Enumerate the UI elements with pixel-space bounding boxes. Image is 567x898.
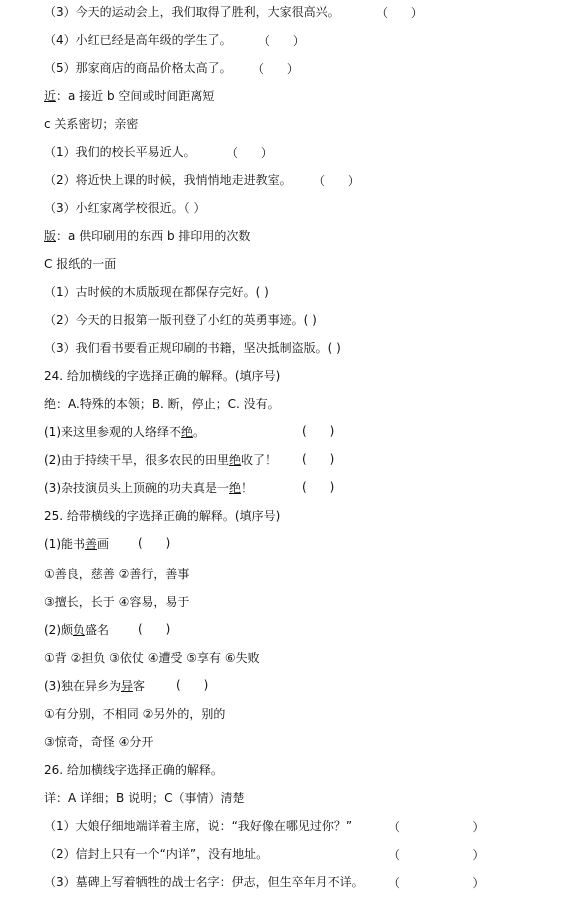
line-text: ①善良，慈善 ②善行，善事	[44, 567, 190, 581]
answer-blank[interactable]: （ ）	[388, 876, 485, 890]
document-line	[44, 116, 138, 132]
line-prefix: (1)来这里参观的人络绎不	[44, 425, 181, 439]
line-text: 收了！	[241, 453, 278, 467]
underlined-character: 负	[73, 623, 86, 637]
answer-blank[interactable]: （ ）	[388, 848, 485, 862]
line-text: 绝：A.特殊的本领；B. 断，停止；C. 没有。	[44, 397, 280, 411]
line-text: C 报纸的一面	[44, 257, 117, 271]
answer-blank[interactable]: ( )	[138, 622, 171, 636]
document-line	[44, 678, 145, 694]
answer-blank[interactable]: （ ）	[252, 62, 299, 76]
answer-blank[interactable]: （ ）	[226, 146, 273, 160]
answer-blank[interactable]: ( )	[176, 678, 209, 692]
line-text: （5）那家商店的商品价格太高了。	[44, 61, 232, 75]
line-text: 画	[97, 537, 110, 551]
document-line	[44, 424, 205, 440]
document-line	[44, 4, 340, 20]
line-text: 25. 给带横线的字选择正确的解释。(填序号)	[44, 509, 281, 523]
line-text: ①背 ②担负 ③依仗 ④遭受 ⑤享有 ⑥失败	[44, 651, 260, 665]
line-text: 客	[133, 679, 146, 693]
line-prefix: (2)颇	[44, 623, 73, 637]
line-prefix: (1)能书	[44, 537, 85, 551]
underlined-character: 绝	[229, 453, 242, 467]
document-line	[44, 706, 225, 722]
line-text: ：a 接近 b 空间或时间距离短	[56, 89, 215, 103]
document-line	[44, 284, 269, 300]
document-line	[44, 874, 364, 890]
document-line	[44, 60, 232, 76]
line-text: c 关系密切；亲密	[44, 117, 139, 131]
answer-blank[interactable]: ( )	[138, 536, 171, 550]
document-line	[44, 172, 292, 188]
underlined-character: 绝	[181, 425, 194, 439]
line-prefix: (3)独在异乡为	[44, 679, 121, 693]
document-line	[44, 762, 223, 778]
answer-blank[interactable]: （ ）	[388, 820, 485, 834]
line-text: ③惊奇，奇怪 ④分开	[44, 735, 154, 749]
document-line	[44, 566, 189, 582]
answer-blank[interactable]: ( )	[302, 480, 335, 494]
underlined-character: 近	[44, 89, 57, 103]
answer-blank[interactable]: ( )	[302, 424, 335, 438]
document-line	[44, 32, 232, 48]
document-line	[44, 340, 341, 356]
document-line	[44, 200, 205, 216]
document-line	[44, 846, 268, 862]
line-text: （3）墓碑上写着牺牲的战士名字：伊志，但生卒年月不详。	[44, 875, 364, 889]
answer-blank[interactable]: （ ）	[376, 6, 423, 20]
line-text: 24. 给加横线的字选择正确的解释。(填序号)	[44, 369, 281, 383]
line-text: 26. 给加横线字选择正确的解释。	[44, 763, 223, 777]
line-text: ：a 供印刷用的东西 b 排印用的次数	[56, 229, 251, 243]
document-line	[44, 622, 109, 638]
answer-blank[interactable]: （ ）	[258, 34, 305, 48]
line-text: （1）大娘仔细地端详着主席，说：“我好像在哪见过你？”	[44, 819, 353, 833]
document-line	[44, 536, 109, 552]
line-text: （1）我们的校长平易近人。	[44, 145, 196, 159]
document-line	[44, 480, 253, 496]
line-text: ③擅长，长于 ④容易，易于	[44, 595, 190, 609]
line-text: 详：A 详细；B 说明；C（事情）清楚	[44, 791, 245, 805]
answer-blank[interactable]: ( )	[302, 452, 335, 466]
document-line	[44, 396, 280, 412]
document-line	[44, 228, 250, 244]
line-text: （3）今天的运动会上，我们取得了胜利，大家很高兴。	[44, 5, 340, 19]
line-prefix: (3)杂技演员头上顶碗的功夫真是一	[44, 481, 229, 495]
document-line	[44, 594, 189, 610]
underlined-character: 异	[121, 679, 134, 693]
line-text: 盛名	[85, 623, 110, 637]
document-line	[44, 650, 260, 666]
document-line	[44, 508, 280, 524]
line-text: ①有分别，不相同 ②另外的，别的	[44, 707, 226, 721]
document-line	[44, 734, 153, 750]
line-text: （1）古时候的木质版现在都保存完好。( )	[44, 285, 269, 299]
line-text: （2）信封上只有一个“内详”，没有地址。	[44, 847, 269, 861]
underlined-character: 版	[44, 229, 57, 243]
line-text: （2）今天的日报第一版刊登了小红的英勇事迹。( )	[44, 313, 317, 327]
line-text: （4）小红已经是高年级的学生了。	[44, 33, 232, 47]
underlined-character: 善	[85, 537, 98, 551]
document-line	[44, 88, 214, 104]
document-line	[44, 818, 352, 834]
document-line	[44, 312, 317, 328]
document-line	[44, 144, 196, 160]
answer-blank[interactable]: （ ）	[313, 174, 360, 188]
document-line	[44, 368, 280, 384]
document-line	[44, 256, 116, 272]
line-text: 。	[193, 425, 206, 439]
line-prefix: (2)由于持续干旱，很多农民的田里	[44, 453, 229, 467]
line-text: ！	[241, 481, 254, 495]
underlined-character: 绝	[229, 481, 242, 495]
line-text: （3）我们看书要看正规印刷的书籍，坚决抵制盗版。( )	[44, 341, 341, 355]
document-line	[44, 452, 277, 468]
document-line	[44, 790, 244, 806]
line-text: （3）小红家离学校很近。（ ）	[44, 201, 206, 215]
line-text: （2）将近快上课的时候，我悄悄地走进教室。	[44, 173, 292, 187]
